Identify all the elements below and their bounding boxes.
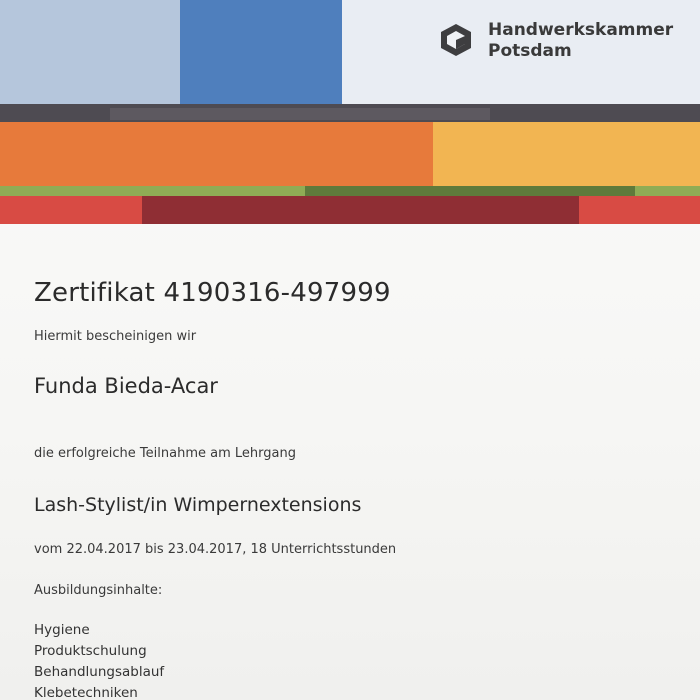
header-band-dark-red [142, 196, 579, 224]
hwk-cube-logo-icon [438, 22, 474, 58]
participation-text: die erfolgreiche Teilnahme am Lehrgang [34, 446, 296, 461]
contents-list [34, 620, 164, 700]
issuer-logo [438, 20, 673, 62]
header-band-yellow [433, 122, 700, 186]
recipient-name: Funda Bieda-Acar [34, 374, 218, 398]
contents-label: Ausbildungsinhalte: [34, 583, 163, 598]
header-band-green-dark [305, 186, 635, 196]
header-band-dark-inner [110, 108, 490, 120]
certificate-intro: Hiermit bescheinigen wir [34, 329, 197, 344]
issuer-name [488, 20, 673, 62]
list-item: Hygiene [34, 622, 90, 638]
list-item: Behandlungsablauf [34, 664, 165, 680]
issuer-name-line1: Handwerkskammer [488, 20, 674, 40]
issuer-name-line2: Potsdam [488, 41, 572, 61]
header-band-orange [0, 122, 433, 186]
certificate-title: Zertifikat 4190316-497999 [34, 278, 391, 308]
course-period: vom 22.04.2017 bis 23.04.2017, 18 Unterrichtsstunden [34, 542, 397, 557]
header-band-blue-light-left [0, 0, 180, 104]
course-name: Lash-Stylist/in Wimpernextensions [34, 494, 362, 516]
list-item: Klebetechniken [34, 685, 138, 700]
header-band-blue [180, 0, 342, 104]
list-item: Produktschulung [34, 643, 147, 659]
